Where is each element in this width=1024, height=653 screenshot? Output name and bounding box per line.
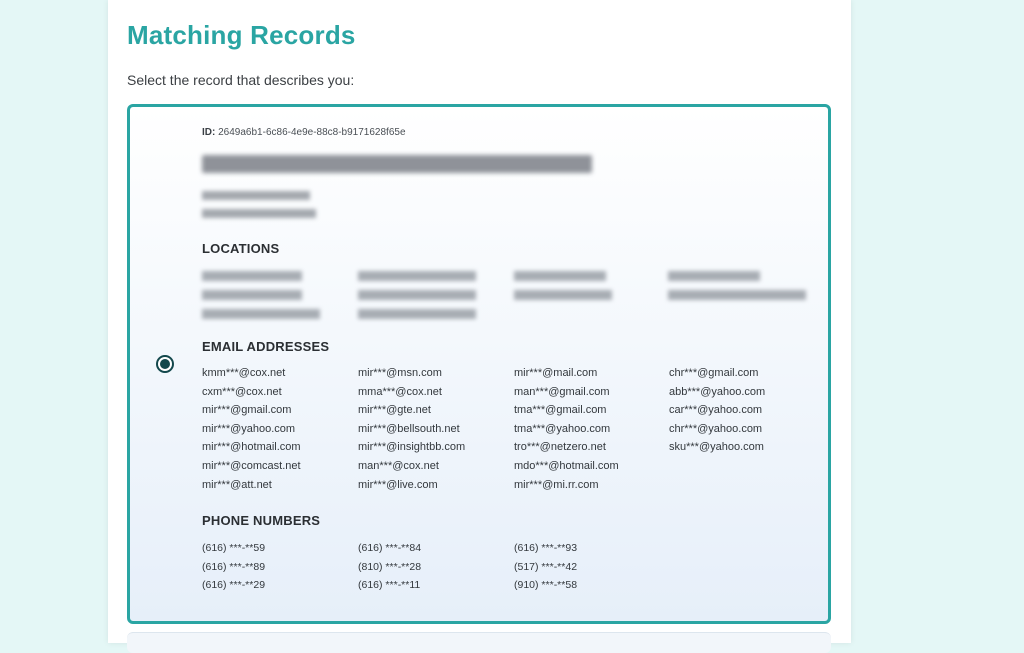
phone-item: (616) ***-**93 xyxy=(514,542,578,554)
email-column xyxy=(669,364,765,457)
email-item: mir***@msn.com xyxy=(358,367,442,379)
email-item: tma***@gmail.com xyxy=(514,404,607,417)
email-item: mdo***@hotmail.com xyxy=(514,459,619,472)
email-item: mir***@att.net xyxy=(202,478,272,491)
redacted-location xyxy=(358,309,476,319)
redacted-name xyxy=(202,155,592,173)
phone-item: (810) ***-**28 xyxy=(358,560,422,573)
email-item: mir***@hotmail.com xyxy=(202,441,301,454)
email-item: mir***@mi.rr.com xyxy=(514,478,599,491)
email-item: mir***@gmail.com xyxy=(202,404,292,417)
phone-item: (616) ***-**89 xyxy=(202,560,266,573)
redacted-detail-line xyxy=(202,191,310,200)
phone-item: (616) ***-**59 xyxy=(202,542,266,554)
email-column xyxy=(202,364,301,494)
page-title: Matching Records xyxy=(127,20,356,50)
phone-column xyxy=(514,539,577,595)
email-item: chr***@gmail.com xyxy=(669,367,759,379)
main-panel xyxy=(108,0,851,643)
email-column xyxy=(514,364,619,494)
email-item: mir***@insightbb.com xyxy=(358,441,466,454)
phone-item: (616) ***-**11 xyxy=(358,579,421,592)
redacted-location xyxy=(202,309,320,319)
email-item: cxm***@cox.net xyxy=(202,385,282,398)
email-item: mir***@mail.com xyxy=(514,367,598,379)
record-id-label: ID: xyxy=(202,127,216,138)
record-id-value: 2649a6b1-6c86-4e9e-88c8-b9171628f65e xyxy=(218,127,406,138)
phone-item: (616) ***-**84 xyxy=(358,542,422,554)
redacted-location xyxy=(514,290,612,300)
locations-heading: LOCATIONS xyxy=(202,241,280,256)
record-card[interactable] xyxy=(127,104,831,624)
redacted-detail-line xyxy=(202,209,316,218)
redacted-location xyxy=(202,271,302,281)
emails-heading: EMAIL ADDRESSES xyxy=(202,339,330,354)
phone-column xyxy=(202,539,265,595)
page-subtitle: Select the record that describes you: xyxy=(127,72,355,88)
email-item: man***@cox.net xyxy=(358,459,439,472)
redacted-location xyxy=(358,271,476,281)
phones-heading: PHONE NUMBERS xyxy=(202,513,321,528)
redacted-location xyxy=(668,271,760,281)
email-item: car***@yahoo.com xyxy=(669,404,763,417)
phone-item: (910) ***-**58 xyxy=(514,579,578,592)
email-item: mir***@gte.net xyxy=(358,404,431,417)
redacted-location xyxy=(358,290,476,300)
record-id xyxy=(202,127,406,138)
email-item: mir***@yahoo.com xyxy=(202,422,296,435)
phone-item: (616) ***-**29 xyxy=(202,579,266,592)
email-item: chr***@yahoo.com xyxy=(669,422,763,435)
redacted-location xyxy=(202,290,302,300)
email-item: tma***@yahoo.com xyxy=(514,422,611,435)
email-column xyxy=(358,364,465,494)
phone-item: (517) ***-**42 xyxy=(514,560,578,573)
email-item: abb***@yahoo.com xyxy=(669,385,766,398)
email-item: mir***@bellsouth.net xyxy=(358,422,460,435)
redacted-location xyxy=(668,290,806,300)
email-item: mir***@live.com xyxy=(358,478,438,491)
redacted-location xyxy=(514,271,606,281)
email-item: mir***@comcast.net xyxy=(202,459,301,472)
email-item: man***@gmail.com xyxy=(514,385,610,398)
record-radio-button[interactable] xyxy=(156,355,174,373)
email-item: tro***@netzero.net xyxy=(514,441,606,454)
phone-column xyxy=(358,539,421,595)
email-item: sku***@yahoo.com xyxy=(669,441,764,454)
email-item: mma***@cox.net xyxy=(358,385,442,398)
email-item: kmm***@cox.net xyxy=(202,367,286,379)
